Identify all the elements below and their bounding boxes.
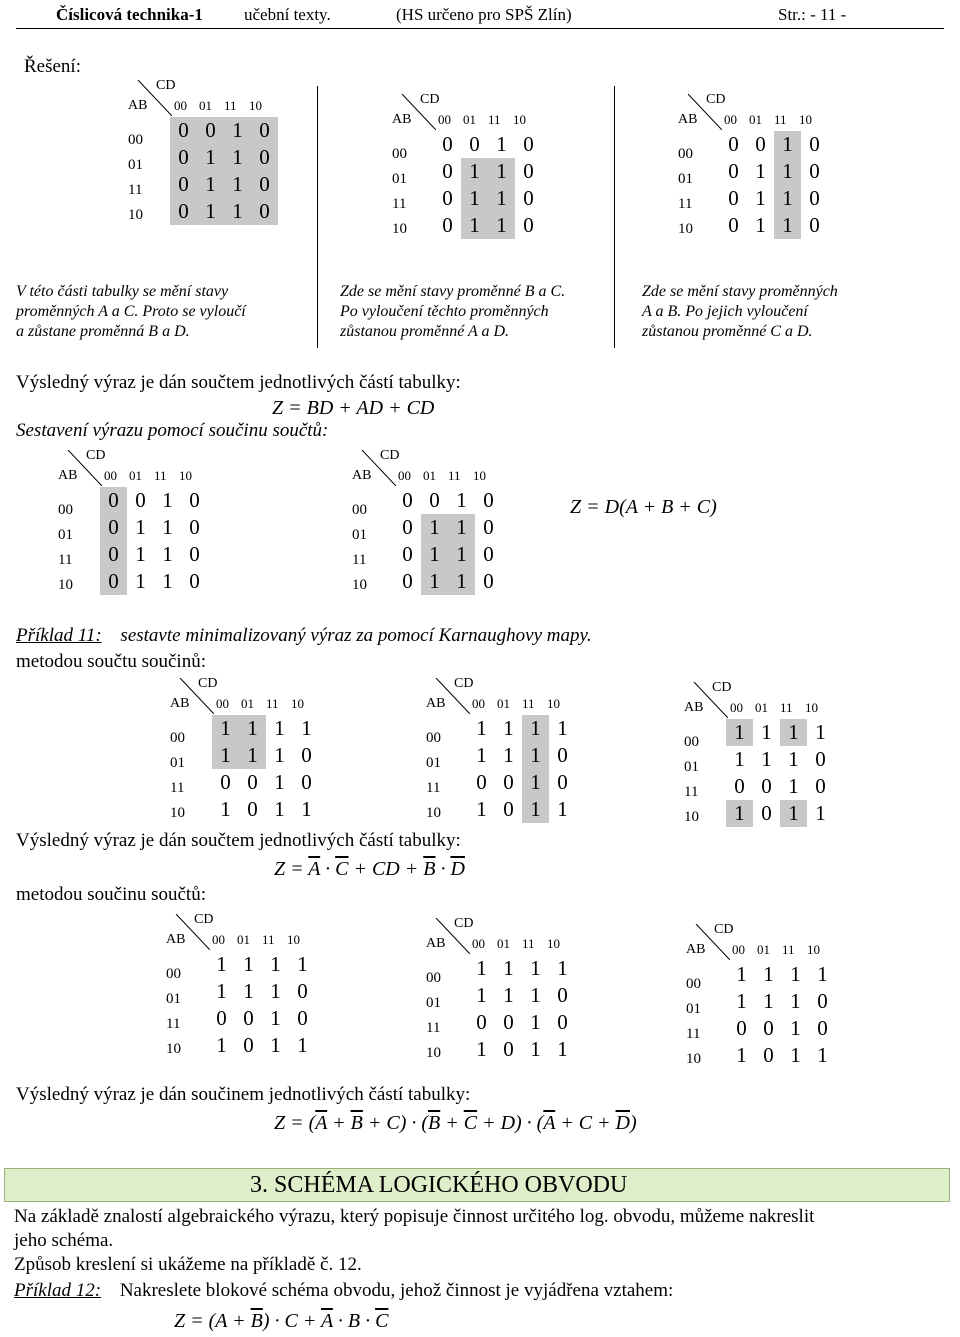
kmap-cell: 1 [135,515,146,539]
kmap-column-labels: 00 01 11 10 [730,700,818,715]
kmap-cell: 1 [212,715,239,742]
kmap-cell: 1 [216,979,227,1003]
kmap-cell: 1 [270,952,281,976]
kmap-cell: 0 [523,132,534,156]
kmap-grid [468,715,576,823]
kmap-cell: 0 [197,117,224,144]
formula-4: $Z = (\overline{A} + \overline{B} + C) \cdot (\overline{B} + \overline{C} + D) \cdot (\overline{A} + C + \overline{D})$ [274,1112,637,1134]
kmap-cell: 0 [100,541,127,568]
kmap-cell: 0 [402,542,413,566]
kmap-cell: 0 [761,774,772,798]
kmap-cell: 0 [297,979,308,1003]
kmap-cell: 0 [402,488,413,512]
kmap-cell: 0 [402,569,413,593]
kmap-cell: 1 [763,962,774,986]
kmap-grid [394,487,502,595]
kmap-ab-label: AB [684,700,704,715]
kmap-cell: 0 [483,542,494,566]
kmap-grid [100,487,208,595]
kmap-column-labels: 00 01 11 10 [104,468,192,483]
kmap-cell: 1 [530,983,541,1007]
kmap-cell: 1 [736,962,747,986]
kmap-cell: 0 [503,1010,514,1034]
kmap-column-labels: 00 01 11 10 [472,696,560,711]
kmap-cell: 0 [728,213,739,237]
kmap-cell: 0 [301,743,312,767]
kmap-cell: 0 [442,132,453,156]
kmap-cell: 1 [726,800,753,827]
kmap-row-labels: 00 01 11 10 [426,730,441,821]
kmap-cell: 0 [763,1043,774,1067]
kmap-column-labels: 00 01 11 10 [398,468,486,483]
kmap-cell: 1 [788,774,799,798]
kmap-ab-label: AB [426,696,446,711]
kmap-cell: 1 [530,956,541,980]
kmap-column-labels: 00 01 11 10 [212,932,300,947]
paragraph-1: Na základě znalostí algebraického výrazu, který popisuje činnost určitého log. obvodu, můžeme nakreslit [14,1206,815,1227]
explanation-1: V této části tabulky se mění stavy proměnných A a C. Proto se vyloučí a zůstane proměnná B a D. [16,283,246,340]
kmap-cell: 1 [274,797,285,821]
kmap-row-labels: 00 01 11 10 [392,146,407,237]
kmap-cell: 1 [817,1043,828,1067]
kmap-ab-label: AB [352,468,372,483]
kmap-cd-label: CD [194,912,214,927]
kmap-cell: 1 [239,742,266,769]
kmap-cell: 1 [557,797,568,821]
kmap-cell: 1 [297,1033,308,1057]
kmap-cell: 1 [761,747,772,771]
kmap-cell: 1 [301,716,312,740]
kmap-cell: 0 [809,159,820,183]
kmap-cell: 0 [100,487,127,514]
sestaveni-text: Sestavení výrazu pomocí součinu součtů: [16,420,329,441]
kmap-cell: 0 [815,774,826,798]
kmap-cell: 1 [224,117,251,144]
kmap-row-labels: 00 01 11 10 [678,146,693,237]
kmap-cell: 0 [557,1010,568,1034]
kmap-cell: 1 [817,962,828,986]
kmap-cell: 0 [442,186,453,210]
kmap-cell: 1 [780,800,807,827]
kmap-row-labels: 00 01 11 10 [58,502,73,593]
example-12-text: Nakreslete blokové schéma obvodu, jehož činnost je vyjádřena vztahem: [119,1280,674,1301]
kmap-cell: 1 [530,1037,541,1061]
kmap-cd-label: CD [380,448,400,463]
kmap-cell: 0 [483,488,494,512]
kmap-grid [170,117,278,225]
kmap-ab-label: AB [128,98,148,113]
kmap-cell: 1 [522,796,549,823]
kmap-cd-label: CD [454,916,474,931]
kmap-ab-label: AB [392,112,412,127]
kmap-cell: 0 [100,568,127,595]
kmap-cell: 1 [788,747,799,771]
kmap-cell: 1 [790,989,801,1013]
kmap-cell: 0 [483,569,494,593]
kmap-cell: 0 [503,797,514,821]
kmap-cell: 0 [243,1033,254,1057]
karnaugh-map-9 [164,914,342,1064]
kmap-grid [468,955,576,1063]
kmap-cell: 0 [476,1010,487,1034]
kmap-cell: 1 [476,956,487,980]
kmap-cell: 0 [135,488,146,512]
kmap-cell: 1 [461,185,488,212]
header-page: Str.: - 11 - [778,5,847,24]
kmap-cd-label: CD [714,922,734,937]
karnaugh-map-3 [676,94,854,244]
kmap-cd-label: CD [454,676,474,691]
kmap-cell: 0 [247,797,258,821]
kmap-cell: 1 [780,719,807,746]
kmap-cell: 1 [274,743,285,767]
karnaugh-map-1 [126,80,304,230]
kmap-cell: 0 [817,1016,828,1040]
example-11-text: sestavte minimalizovaný výraz za pomocí Karnaughovy mapy. [120,625,592,646]
kmap-cell: 0 [817,989,828,1013]
kmap-cell: 0 [220,770,231,794]
kmap-cell: 1 [270,1033,281,1057]
kmap-cell: 1 [476,983,487,1007]
kmap-cell: 1 [461,158,488,185]
kmap-cell: 1 [216,1033,227,1057]
kmap-cell: 0 [809,186,820,210]
method-sop: metodou součtu součinů: [16,651,206,672]
kmap-cell: 1 [774,158,801,185]
kmap-cell: 0 [297,1006,308,1030]
kmap-cell: 1 [274,770,285,794]
kmap-row-labels: 00 01 11 10 [166,966,181,1057]
kmap-row-labels: 00 01 11 10 [686,976,701,1067]
kmap-grid [434,131,542,239]
kmap-cell: 1 [736,989,747,1013]
kmap-cell: 1 [815,801,826,825]
kmap-cell: 1 [734,747,745,771]
kmap-cell: 0 [736,1016,747,1040]
kmap-cell: 0 [734,774,745,798]
kmap-cell: 1 [530,1010,541,1034]
example-11-label: Příklad 11: [16,625,102,646]
kmap-cell: 1 [476,797,487,821]
formula-5: $Z = (A + \overline{B}) \cdot C + \overline{A} \cdot B \cdot \overline{C}$ [174,1310,389,1332]
result-prod-text: Výsledný výraz je dán součinem jednotlivých částí tabulky: [16,1084,471,1105]
kmap-cd-label: CD [86,448,106,463]
kmap-cell: 0 [809,213,820,237]
kmap-cell: 0 [251,144,278,171]
kmap-cell: 1 [476,743,487,767]
kmap-cell: 0 [755,132,766,156]
kmap-cell: 1 [488,158,515,185]
kmap-cell: 1 [162,569,173,593]
kmap-cell: 1 [774,131,801,158]
kmap-cell: 1 [503,983,514,1007]
kmap-cell: 1 [197,171,224,198]
kmap-row-labels: 00 01 11 10 [352,502,367,593]
kmap-cell: 0 [189,515,200,539]
result-sum-text-2: Výsledný výraz je dán součtem jednotlivých částí tabulky: [16,830,461,851]
karnaugh-map-10 [424,918,602,1068]
kmap-cell: 1 [162,488,173,512]
kmap-cell: 0 [251,117,278,144]
kmap-row-labels: 00 01 11 10 [684,734,699,825]
kmap-cell: 0 [503,1037,514,1061]
kmap-cell: 1 [496,132,507,156]
kmap-cd-label: CD [706,92,726,107]
kmap-cell: 1 [755,159,766,183]
kmap-cell: 0 [170,171,197,198]
kmap-cell: 1 [774,185,801,212]
kmap-cell: 1 [790,962,801,986]
kmap-cell: 1 [216,952,227,976]
kmap-cell: 1 [736,1043,747,1067]
kmap-cell: 0 [216,1006,227,1030]
kmap-cd-label: CD [156,78,176,93]
kmap-cell: 1 [448,541,475,568]
kmap-cell: 1 [220,797,231,821]
kmap-cell: 0 [809,132,820,156]
kmap-cell: 1 [522,769,549,796]
header-title: Číslicová technika-1 [56,5,203,24]
kmap-cell: 1 [503,716,514,740]
kmap-column-labels: 00 01 11 10 [438,112,526,127]
kmap-column-labels: 00 01 11 10 [732,942,820,957]
kmap-cell: 0 [483,515,494,539]
kmap-cd-label: CD [198,676,218,691]
kmap-cell: 0 [476,770,487,794]
kmap-cell: 1 [421,541,448,568]
kmap-cell: 0 [251,198,278,225]
kmap-cell: 0 [189,488,200,512]
result-sum-text: Výsledný výraz je dán součtem jednotlivých částí tabulky: [16,372,461,393]
karnaugh-map-4 [56,450,234,600]
kmap-grid [728,961,836,1069]
header-note: (HS určeno pro SPŠ Zlín) [396,5,572,24]
kmap-cell: 1 [557,716,568,740]
kmap-cell: 0 [301,770,312,794]
kmap-row-labels: 00 01 11 10 [128,132,143,223]
kmap-row-labels: 00 01 11 10 [170,730,185,821]
kmap-grid [726,719,834,827]
kmap-cell: 1 [239,715,266,742]
kmap-cell: 1 [755,186,766,210]
kmap-column-labels: 00 01 11 10 [724,112,812,127]
kmap-cell: 0 [189,542,200,566]
kmap-cell: 0 [442,213,453,237]
kmap-cell: 0 [442,159,453,183]
header-divider [16,28,944,29]
formula-2: Z = D(A + B + C) [570,496,717,518]
kmap-cell: 1 [297,952,308,976]
kmap-cell: 1 [488,212,515,239]
kmap-cell: 1 [461,212,488,239]
kmap-cell: 1 [557,956,568,980]
kmap-cell: 1 [421,514,448,541]
kmap-ab-label: AB [170,696,190,711]
kmap-cell: 1 [274,716,285,740]
kmap-cell: 1 [135,569,146,593]
kmap-cell: 1 [503,743,514,767]
kmap-ab-label: AB [678,112,698,127]
kmap-cell: 1 [448,514,475,541]
kmap-cell: 1 [224,198,251,225]
kmap-ab-label: AB [58,468,78,483]
kmap-cell: 1 [270,979,281,1003]
kmap-cell: 1 [448,568,475,595]
kmap-cell: 0 [247,770,258,794]
kmap-cell: 1 [522,742,549,769]
karnaugh-map-6 [168,678,346,828]
divider-1 [317,86,318,348]
kmap-cell: 1 [815,720,826,744]
paragraph-2: jeho schéma. [14,1230,114,1251]
kmap-cd-label: CD [712,680,732,695]
kmap-cell: 1 [774,212,801,239]
example-12-label: Příklad 12: [14,1280,102,1301]
kmap-cell: 1 [224,144,251,171]
kmap-cell: 1 [557,1037,568,1061]
kmap-cell: 0 [243,1006,254,1030]
kmap-ab-label: AB [686,942,706,957]
formula-1: Z = BD + AD + CD [272,397,435,419]
kmap-column-labels: 00 01 11 10 [216,696,304,711]
kmap-cell: 0 [815,747,826,771]
kmap-cell: 1 [135,542,146,566]
intro-label: Řešení: [24,56,81,77]
kmap-cell: 1 [726,719,753,746]
kmap-cell: 0 [189,569,200,593]
kmap-column-labels: 00 01 11 10 [472,936,560,951]
karnaugh-map-8 [682,682,860,832]
kmap-cell: 0 [763,1016,774,1040]
kmap-cell: 0 [761,801,772,825]
kmap-cell: 0 [170,144,197,171]
kmap-cell: 0 [503,770,514,794]
kmap-cell: 0 [429,488,440,512]
kmap-cell: 0 [251,171,278,198]
kmap-cd-label: CD [420,92,440,107]
kmap-cell: 1 [162,542,173,566]
karnaugh-map-5 [350,450,528,600]
kmap-cell: 1 [476,1037,487,1061]
karnaugh-map-7 [424,678,602,828]
kmap-cell: 0 [469,132,480,156]
header-type: učební texty. [244,5,331,24]
kmap-cell: 1 [197,144,224,171]
kmap-grid [720,131,828,239]
kmap-cell: 1 [197,198,224,225]
karnaugh-map-2 [390,94,568,244]
kmap-cell: 1 [763,989,774,1013]
kmap-cell: 0 [100,514,127,541]
kmap-cell: 0 [523,159,534,183]
kmap-cell: 1 [476,716,487,740]
divider-2 [614,86,615,348]
kmap-cell: 1 [522,715,549,742]
paragraph-3: Způsob kreslení si ukážeme na příkladě č. 12. [14,1254,362,1275]
kmap-cell: 1 [243,952,254,976]
method-pos: metodou součinu součtů: [16,884,206,905]
kmap-grid [208,951,316,1059]
kmap-cell: 1 [270,1006,281,1030]
kmap-cell: 0 [728,186,739,210]
kmap-cell: 0 [557,770,568,794]
kmap-cell: 1 [301,797,312,821]
kmap-cell: 1 [488,185,515,212]
kmap-cell: 0 [557,983,568,1007]
explanation-2: Zde se mění stavy proměnné B a C. Po vyloučení těchto proměnných zůstanou proměnné A a D. [340,283,566,340]
formula-3: $Z = \overline{A} \cdot \overline{C}$ + CD + $\overline{B} \cdot \overline{D}$ [274,858,465,880]
example-12 [14,1280,673,1302]
kmap-cell: 1 [790,1016,801,1040]
section-title: 3. SCHÉMA LOGICKÉHO OBVODU [250,1172,628,1198]
kmap-cell: 1 [421,568,448,595]
kmap-column-labels: 00 01 11 10 [174,98,262,113]
kmap-cell: 0 [170,198,197,225]
kmap-cell: 0 [728,132,739,156]
kmap-cell: 1 [162,515,173,539]
kmap-cell: 1 [456,488,467,512]
kmap-ab-label: AB [426,936,446,951]
kmap-cell: 1 [212,742,239,769]
example-11 [16,625,592,647]
kmap-cell: 1 [790,1043,801,1067]
kmap-cell: 1 [755,213,766,237]
page-header [16,5,944,27]
kmap-cell: 1 [503,956,514,980]
kmap-cell: 1 [761,720,772,744]
kmap-grid [212,715,320,823]
kmap-cell: 0 [523,186,534,210]
kmap-cell: 0 [523,213,534,237]
kmap-ab-label: AB [166,932,186,947]
kmap-cell: 0 [728,159,739,183]
karnaugh-map-11 [684,924,862,1074]
kmap-cell: 1 [243,979,254,1003]
kmap-cell: 1 [224,171,251,198]
kmap-cell: 0 [557,743,568,767]
kmap-row-labels: 00 01 11 10 [426,970,441,1061]
kmap-cell: 0 [170,117,197,144]
kmap-cell: 0 [402,515,413,539]
explanation-3: Zde se mění stavy proměnných A a B. Po jejich vyloučení zůstanou proměnné C a D. [642,283,838,340]
